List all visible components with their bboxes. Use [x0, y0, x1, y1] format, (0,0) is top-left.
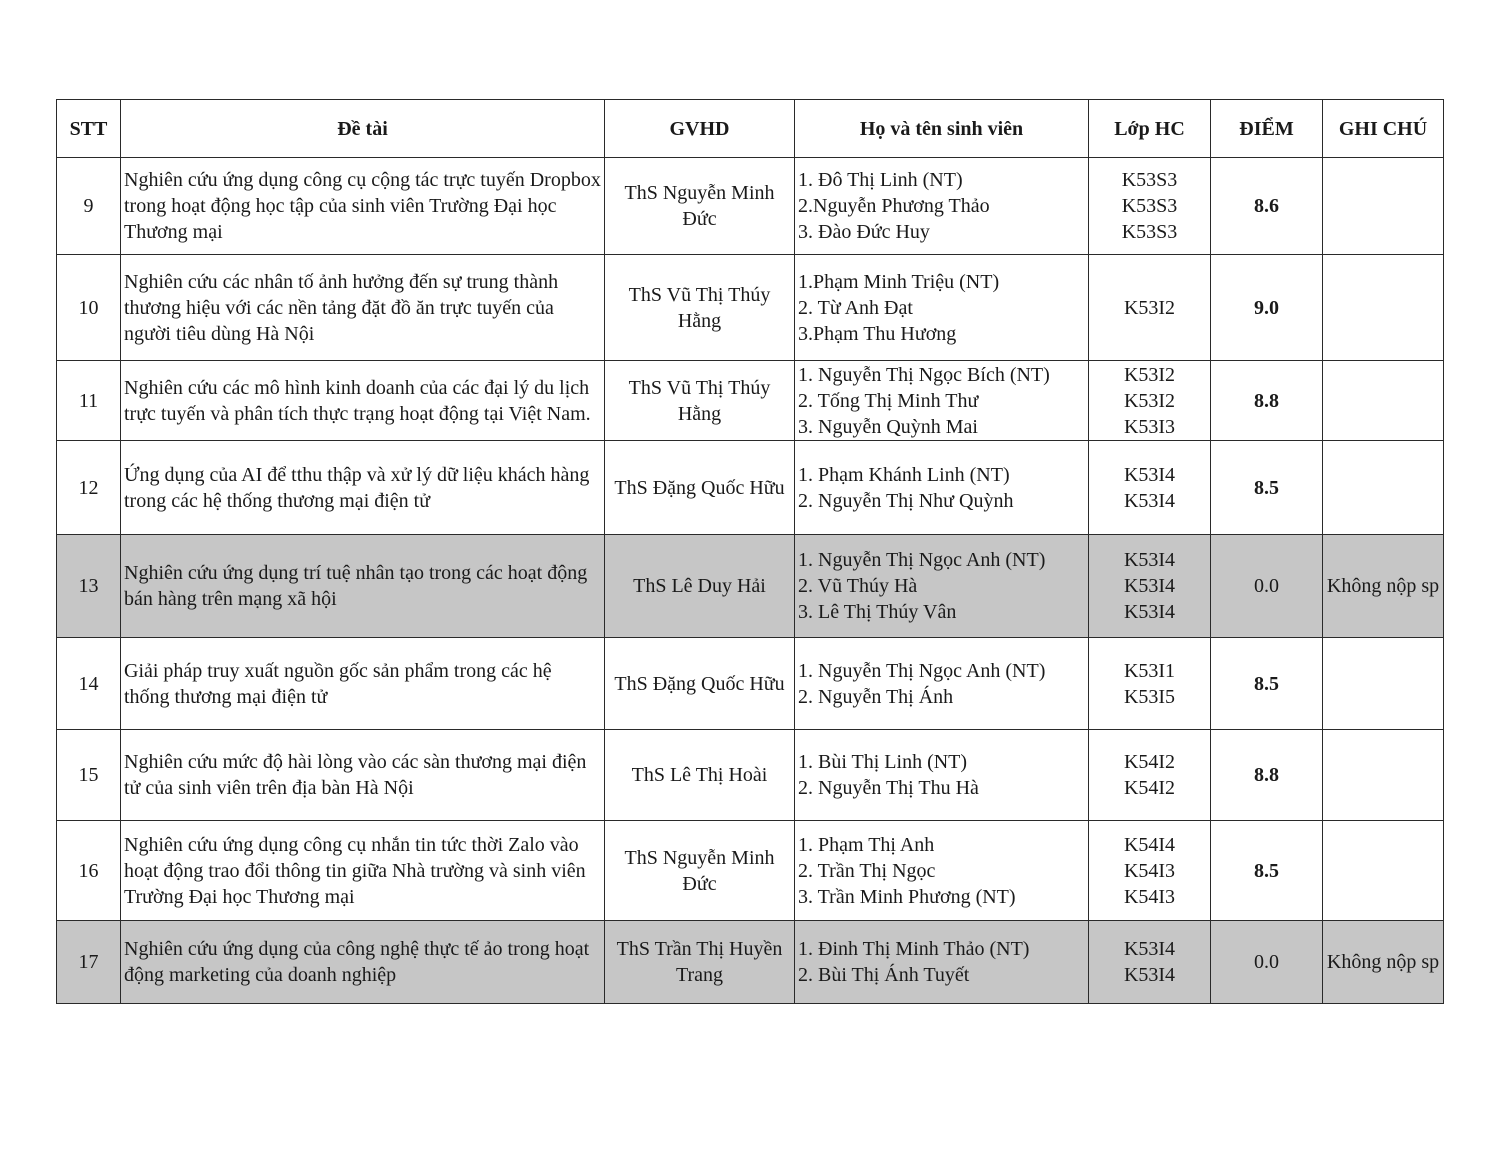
row-supervisor: ThS Lê Duy Hải	[605, 535, 795, 638]
row-stt: 13	[57, 535, 121, 638]
class-code: K53I4	[1123, 575, 1176, 597]
project-results-table	[56, 99, 1444, 1004]
row-classes	[1089, 535, 1211, 638]
row-topic: Nghiên cứu các nhân tố ảnh hưởng đến sự trung thành thương hiệu với các nền tảng đặt đồ ăn trực tuyến của người tiêu dùng Hà Nội	[121, 255, 605, 361]
table-row	[57, 921, 1444, 1004]
class-code: K53S3	[1121, 195, 1178, 217]
class-code: K53S3	[1121, 221, 1178, 243]
class-code: K53I1	[1123, 659, 1176, 682]
student-name: 1. Nguyễn Thị Ngọc Anh (NT)	[798, 549, 1046, 571]
row-note	[1323, 730, 1444, 821]
row-students	[795, 638, 1089, 730]
header-note: GHI CHÚ	[1323, 100, 1444, 158]
header-students: Họ và tên sinh viên	[795, 100, 1089, 158]
class-code: K53I5	[1123, 685, 1176, 708]
row-classes	[1089, 821, 1211, 921]
row-students	[795, 535, 1089, 638]
row-students	[795, 730, 1089, 821]
header-class: Lớp HC	[1089, 100, 1211, 158]
header-topic: Đề tài	[121, 100, 605, 158]
student-name: 1.Phạm Minh Triệu (NT)	[798, 270, 1000, 293]
row-classes	[1089, 158, 1211, 255]
row-supervisor: ThS Nguyễn Minh Đức	[605, 821, 795, 921]
row-classes	[1089, 921, 1211, 1004]
student-name: 1. Bùi Thị Linh (NT)	[798, 751, 968, 773]
table-row	[57, 638, 1444, 730]
row-stt: 17	[57, 921, 121, 1004]
class-code: K53I4	[1123, 549, 1176, 571]
row-supervisor: ThS Vũ Thị Thúy Hằng	[605, 255, 795, 361]
student-name: 3. Lê Thị Thúy Vân	[798, 601, 957, 623]
row-students	[795, 441, 1089, 535]
row-topic: Nghiên cứu ứng dụng trí tuệ nhân tạo trong các hoạt động bán hàng trên mạng xã hội	[121, 535, 605, 638]
row-note	[1323, 638, 1444, 730]
row-classes	[1089, 730, 1211, 821]
row-stt: 11	[57, 361, 121, 441]
header-stt: STT	[57, 100, 121, 158]
class-code: K53S3	[1121, 169, 1178, 191]
class-code: K53I4	[1123, 938, 1176, 960]
student-name: 3. Nguyễn Quỳnh Mai	[798, 415, 978, 438]
header-score: ĐIỂM	[1211, 100, 1323, 158]
row-note	[1323, 158, 1444, 255]
row-classes	[1089, 638, 1211, 730]
class-code: K53I4	[1123, 964, 1176, 986]
class-code: K54I2	[1123, 777, 1176, 799]
student-name: 2. Tống Thị Minh Thư	[798, 389, 979, 412]
row-students	[795, 255, 1089, 361]
class-code: K54I2	[1123, 751, 1176, 773]
class-code: K54I4	[1123, 833, 1176, 856]
class-code: K53I4	[1123, 601, 1176, 623]
row-score: 8.8	[1211, 361, 1323, 441]
header-row	[57, 100, 1444, 158]
row-note: Không nộp sp	[1323, 535, 1444, 638]
row-topic: Ứng dụng của AI để tthu thập và xử lý dữ liệu khách hàng trong các hệ thống thương mại điện tử	[121, 441, 605, 535]
student-name: 2. Bùi Thị Ánh Tuyết	[798, 964, 970, 986]
table-row	[57, 441, 1444, 535]
row-topic: Nghiên cứu các mô hình kinh doanh của các đại lý du lịch trực tuyến và phân tích thực trạng hoạt động tại Việt Nam.	[121, 361, 605, 441]
student-name: 2.Nguyễn Phương Thảo	[798, 195, 990, 217]
row-score: 8.8	[1211, 730, 1323, 821]
row-stt: 15	[57, 730, 121, 821]
table-row	[57, 361, 1444, 441]
row-supervisor: ThS Vũ Thị Thúy Hằng	[605, 361, 795, 441]
student-name: 1. Đô Thị Linh (NT)	[798, 169, 963, 191]
row-topic: Nghiên cứu mức độ hài lòng vào các sàn thương mại điện tử của sinh viên trên địa bàn Hà Nội	[121, 730, 605, 821]
class-code: K53I4	[1123, 463, 1176, 486]
class-code: K53I3	[1123, 415, 1176, 438]
row-note	[1323, 361, 1444, 441]
row-topic: Giải pháp truy xuất nguồn gốc sản phẩm trong các hệ thống thương mại điện tử	[121, 638, 605, 730]
class-code: K53I4	[1123, 489, 1176, 512]
class-code: K53I2	[1123, 363, 1176, 386]
row-topic: Nghiên cứu ứng dụng của công nghệ thực tế ảo trong hoạt động marketing của doanh nghiệp	[121, 921, 605, 1004]
row-classes	[1089, 255, 1211, 361]
row-score: 8.6	[1211, 158, 1323, 255]
table-row	[57, 158, 1444, 255]
row-stt: 9	[57, 158, 121, 255]
student-name: 3. Đào Đức Huy	[798, 221, 930, 243]
student-name: 3. Trần Minh Phương (NT)	[798, 885, 1016, 908]
row-stt: 14	[57, 638, 121, 730]
student-name: 1. Phạm Khánh Linh (NT)	[798, 463, 1010, 486]
student-name: 1. Đinh Thị Minh Thảo (NT)	[798, 938, 1030, 960]
student-name: 1. Nguyễn Thị Ngọc Anh (NT)	[798, 659, 1046, 682]
row-stt: 12	[57, 441, 121, 535]
student-name: 2. Từ Anh Đạt	[798, 296, 913, 319]
row-classes	[1089, 361, 1211, 441]
table-row	[57, 255, 1444, 361]
student-name: 3.Phạm Thu Hương	[798, 322, 957, 345]
header-gvhd: GVHD	[605, 100, 795, 158]
row-stt: 10	[57, 255, 121, 361]
row-supervisor: ThS Đặng Quốc Hữu	[605, 638, 795, 730]
row-score: 8.5	[1211, 821, 1323, 921]
row-students	[795, 821, 1089, 921]
table-row	[57, 535, 1444, 638]
row-supervisor: ThS Trần Thị Huyền Trang	[605, 921, 795, 1004]
class-code: K53I2	[1123, 296, 1176, 319]
row-supervisor: ThS Đặng Quốc Hữu	[605, 441, 795, 535]
student-name: 2. Vũ Thúy Hà	[798, 575, 918, 597]
class-code: K53I2	[1123, 389, 1176, 412]
student-name: 2. Trần Thị Ngọc	[798, 859, 936, 882]
student-name: 1. Phạm Thị Anh	[798, 833, 935, 856]
student-name: 1. Nguyễn Thị Ngọc Bích (NT)	[798, 363, 1050, 386]
row-note	[1323, 821, 1444, 921]
row-topic: Nghiên cứu ứng dụng công cụ cộng tác trực tuyến Dropbox trong hoạt động học tập của sinh viên Trường Đại học Thương mại	[121, 158, 605, 255]
class-code: K54I3	[1123, 885, 1176, 908]
row-topic: Nghiên cứu ứng dụng công cụ nhắn tin tức thời Zalo vào hoạt động trao đổi thông tin giữa Nhà trường và sinh viên Trường Đại học Thương mại	[121, 821, 605, 921]
row-score: 9.0	[1211, 255, 1323, 361]
row-score: 8.5	[1211, 441, 1323, 535]
row-score: 0.0	[1211, 535, 1323, 638]
row-score: 8.5	[1211, 638, 1323, 730]
row-note: Không nộp sp	[1323, 921, 1444, 1004]
row-supervisor: ThS Nguyễn Minh Đức	[605, 158, 795, 255]
student-name: 2. Nguyễn Thị Như Quỳnh	[798, 489, 1014, 512]
student-name: 2. Nguyễn Thị Ánh	[798, 685, 954, 708]
row-note	[1323, 441, 1444, 535]
class-code: K54I3	[1123, 859, 1176, 882]
table-row	[57, 821, 1444, 921]
row-students	[795, 158, 1089, 255]
row-supervisor: ThS Lê Thị Hoài	[605, 730, 795, 821]
row-students	[795, 361, 1089, 441]
row-stt: 16	[57, 821, 121, 921]
student-name: 2. Nguyễn Thị Thu Hà	[798, 777, 979, 799]
row-students	[795, 921, 1089, 1004]
row-score: 0.0	[1211, 921, 1323, 1004]
row-classes	[1089, 441, 1211, 535]
table-row	[57, 730, 1444, 821]
row-note	[1323, 255, 1444, 361]
